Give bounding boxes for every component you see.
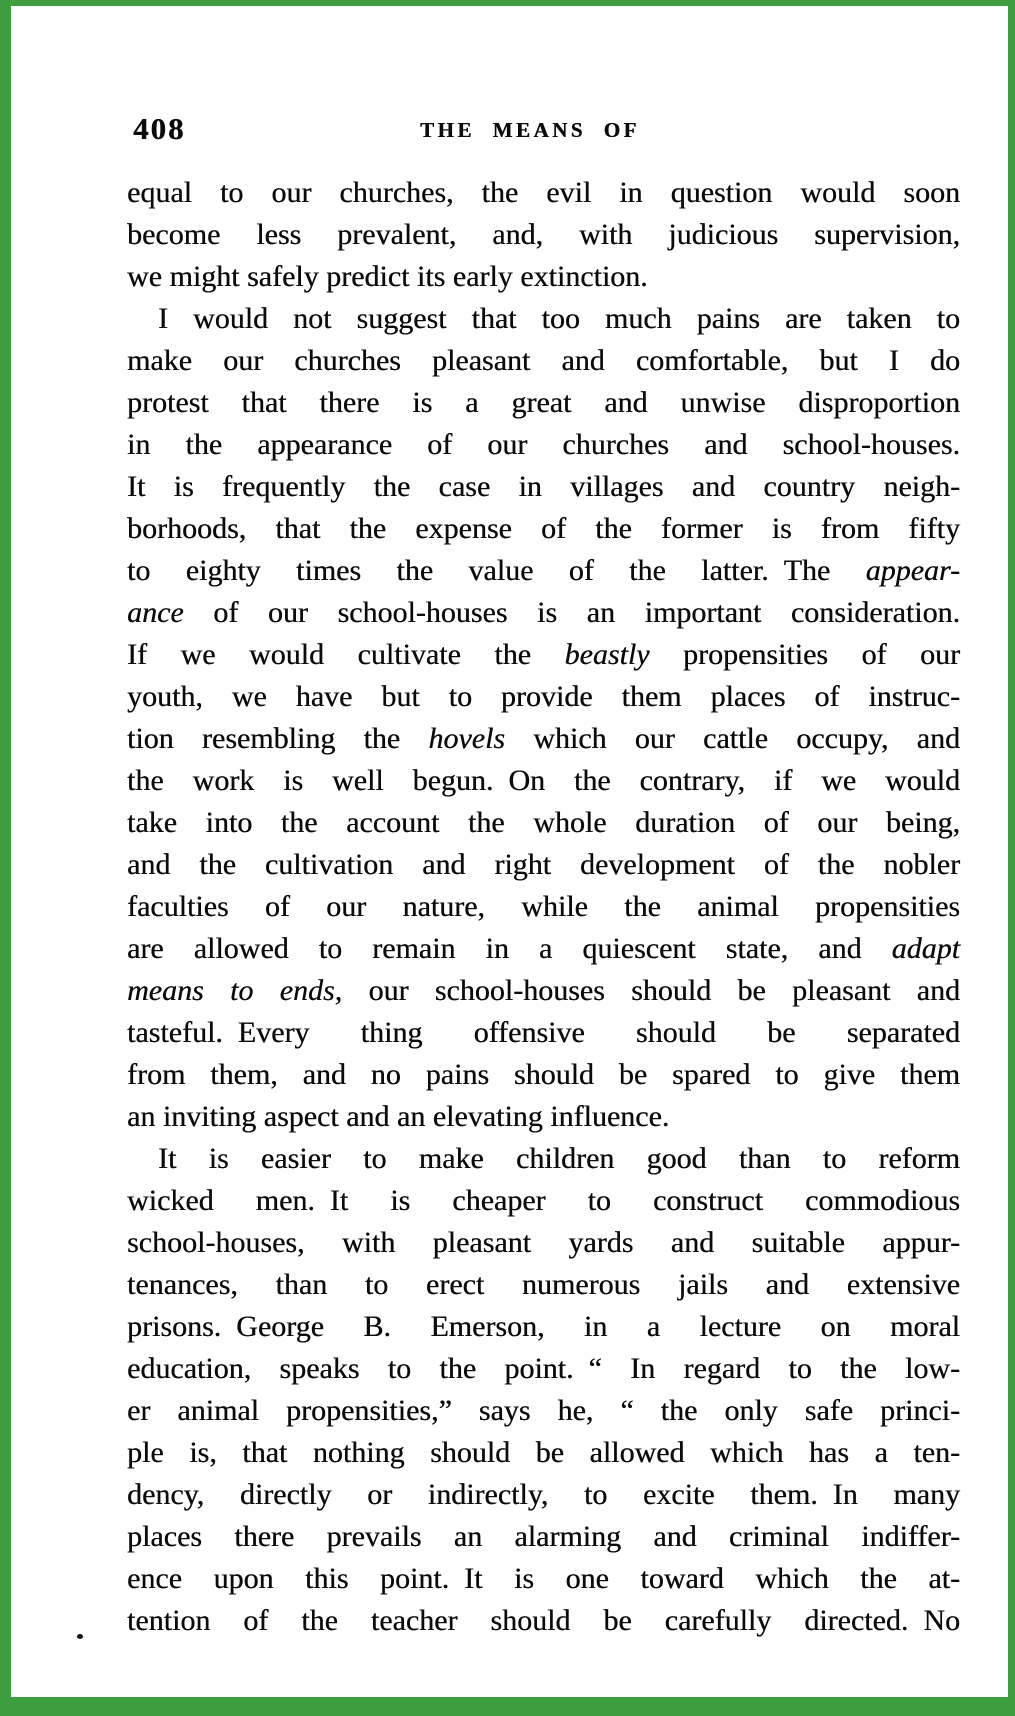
scan-border-right [1008, 0, 1015, 1716]
text-line: I would not suggest that too much pains are taken to [158, 302, 960, 335]
text-line: school-houses, with pleasant yards and suitable appur- [127, 1226, 960, 1259]
text-line: ence upon this point. It is one toward which the at- [127, 1562, 960, 1595]
text-line: It is frequently the case in villages and country neigh- [127, 470, 960, 503]
text-line: places there prevails an alarming and criminal indiffer- [127, 1520, 960, 1553]
text-line: tion resembling the hovels which our cattle occupy, and [127, 722, 960, 755]
text-line: means to ends, our school-houses should be pleasant and [127, 974, 960, 1007]
text-line: education, speaks to the point. “ In regard to the low- [127, 1352, 960, 1385]
text-line: er animal propensities,” says he, “ the only safe princi- [127, 1394, 960, 1427]
page-number: 408 [133, 111, 186, 146]
text-line: tasteful. Every thing offensive should be separated [127, 1016, 960, 1049]
page-body [127, 172, 960, 1642]
text-line: equal to our churches, the evil in question would soon [127, 176, 960, 209]
text-line: youth, we have but to provide them places of instruc- [127, 680, 960, 713]
scan-border-bottom [0, 1697, 1015, 1716]
text-line: ance of our school-houses is an important consideration. [127, 596, 960, 629]
text-line: It is easier to make children good than to reform [158, 1142, 960, 1175]
text-line: take into the account the whole duration of our being, [127, 806, 960, 839]
text-line: we might safely predict its early extinction. [127, 260, 648, 293]
text-line: become less prevalent, and, with judicious supervision, [127, 218, 960, 251]
text-line: make our churches pleasant and comfortable, but I do [127, 344, 960, 377]
text-line: If we would cultivate the beastly propensities of our [127, 638, 960, 671]
text-line: protest that there is a great and unwise disproportion [127, 386, 960, 419]
text-line: ple is, that nothing should be allowed which has a ten- [127, 1436, 960, 1469]
running-header: THE MEANS OF [420, 118, 640, 142]
text-line: the work is well begun. On the contrary, if we would [127, 764, 960, 797]
text-line: wicked men. It is cheaper to construct commodious [127, 1184, 960, 1217]
text-line: from them, and no pains should be spared to give them [127, 1058, 960, 1091]
stray-ink-dot [77, 1634, 83, 1639]
text-line: an inviting aspect and an elevating influence. [127, 1100, 670, 1133]
text-line: tenances, than to erect numerous jails and extensive [127, 1268, 960, 1301]
text-line: in the appearance of our churches and school-houses. [127, 428, 960, 461]
text-line: dency, directly or indirectly, to excite them. In many [127, 1478, 960, 1511]
text-line: to eighty times the value of the latter. The appear- [127, 554, 960, 587]
text-line: tention of the teacher should be carefully directed. No [127, 1604, 960, 1637]
text-line: prisons. George B. Emerson, in a lecture on moral [127, 1310, 960, 1343]
text-line: borhoods, that the expense of the former is from fifty [127, 512, 960, 545]
text-line: faculties of our nature, while the animal propensities [127, 890, 960, 923]
scan-border-left [0, 0, 11, 1716]
scan-border-top [0, 0, 1015, 6]
text-line: and the cultivation and right development of the nobler [127, 848, 960, 881]
text-line: are allowed to remain in a quiescent state, and adapt [127, 932, 960, 965]
